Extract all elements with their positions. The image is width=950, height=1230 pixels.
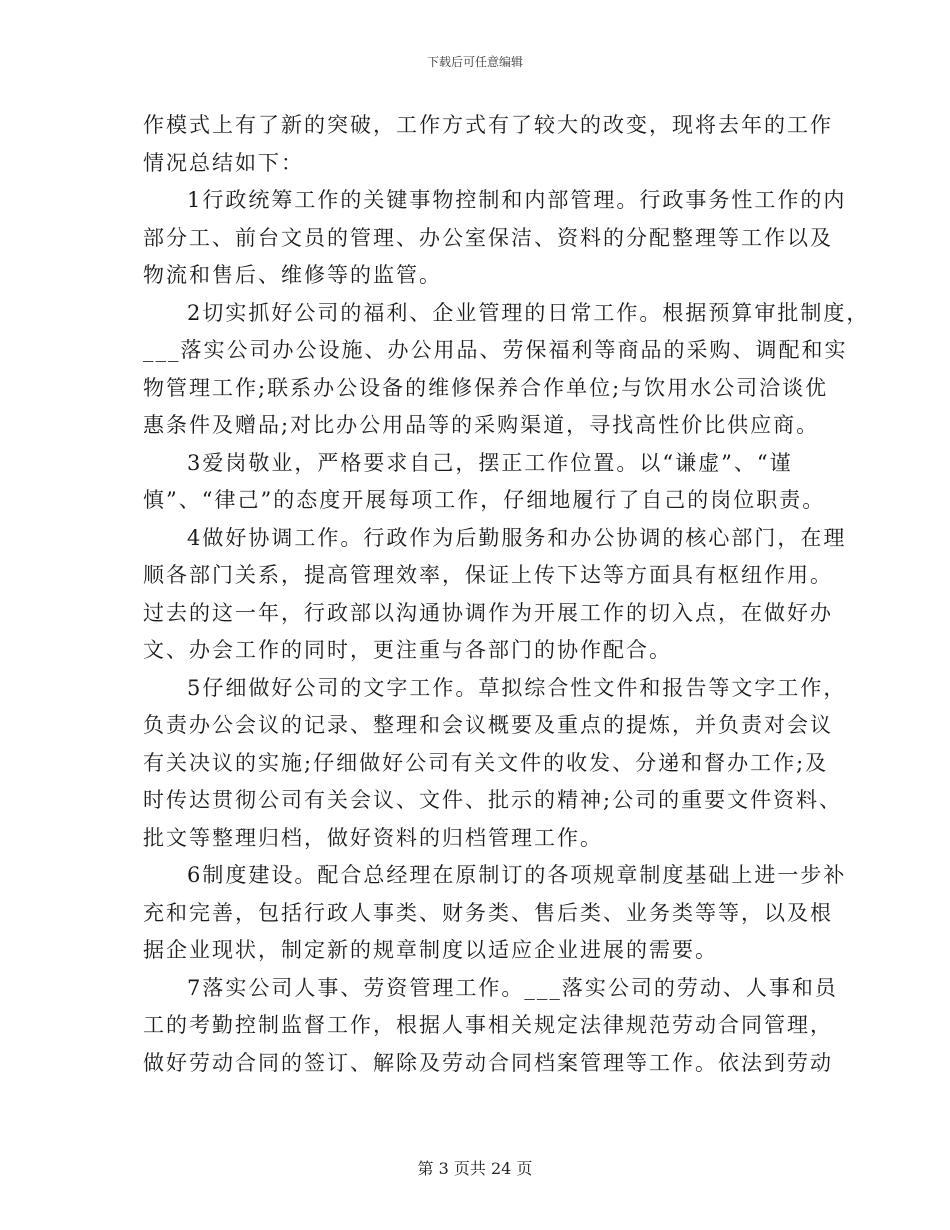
text-line: 6制度建设。配合总经理在原制订的各项规章制度基础上进一步补	[187, 863, 847, 887]
text-line: 据企业现状，制定新的规章制度以适应企业进展的需要。	[143, 938, 718, 962]
text-line: 充和完善，包括行政人事类、财务类、售后类、业务类等等，以及根	[143, 900, 833, 925]
text-line: 1行政统筹工作的关键事物控制和内部管理。行政事务性工作的内	[187, 188, 847, 212]
text-line: 时传达贯彻公司有关会议、文件、批示的精神;公司的重要文件资料、	[143, 788, 843, 812]
text-line: 7落实公司人事、劳资管理工作。___落实公司的劳动、人事和员	[187, 975, 838, 1000]
text-line: 过去的这一年，行政部以沟通协调作为开展工作的切入点，在做好办	[143, 600, 833, 625]
text-line: 4做好协调工作。行政作为后勤服务和办公协调的核心部门，在理	[187, 525, 847, 550]
text-line: ___落实公司办公设施、办公用品、劳保福利等商品的采购、调配和实	[143, 338, 848, 362]
text-line: 有关决议的实施;仔细做好公司有关文件的收发、分递和督办工作;及	[143, 750, 829, 775]
text-line: 2切实抓好公司的福利、企业管理的日常工作。根据预算审批制度，	[187, 300, 870, 325]
text-line: 顺各部门关系，提高管理效率，保证上传下达等方面具有枢纽作用。	[143, 563, 833, 587]
text-line: 工的考勤控制监督工作，根据人事相关规定法律规范劳动合同管理，	[143, 1013, 833, 1037]
text-line: 作模式上有了新的突破，工作方式有了较大的改变，现将去年的工作	[143, 113, 833, 137]
text-line: 5仔细做好公司的文字工作。草拟综合性文件和报告等文字工作，	[187, 675, 847, 700]
text-line: 物流和售后、维修等的监管。	[143, 263, 442, 287]
document-body	[143, 107, 870, 1082]
page-footer: 第 3 页共 24 页	[417, 1159, 533, 1178]
text-line: 负责办公会议的记录、整理和会议概要及重点的提炼，并负责对会议	[143, 713, 833, 737]
text-line: 情况总结如下：	[143, 150, 304, 175]
text-line: 文、办会工作的同时，更注重与各部门的协作配合。	[143, 638, 672, 662]
text-line: 批文等整理归档，做好资料的归档管理工作。	[143, 825, 603, 850]
text-line: 慎”、“律己”的态度开展每项工作，仔细地履行了自己的岗位职责。	[143, 488, 826, 512]
text-line: 部分工、前台文员的管理、办公室保洁、资料的分配整理等工作以及	[143, 225, 833, 250]
text-line: 物管理工作;联系办公设备的维修保养合作单位;与饮用水公司洽谈优	[143, 375, 829, 400]
text-line: 惠条件及赠品;对比办公用品等的采购渠道，寻找高性价比供应商。	[143, 413, 820, 437]
page-header: 下载后可任意编辑	[426, 55, 523, 69]
text-line: 做好劳动合同的签订、解除及劳动合同档案管理等工作。依法到劳动	[143, 1050, 833, 1075]
text-line: 3爱岗敬业，严格要求自己，摆正工作位置。以“谦虚”、“谨	[187, 450, 793, 475]
